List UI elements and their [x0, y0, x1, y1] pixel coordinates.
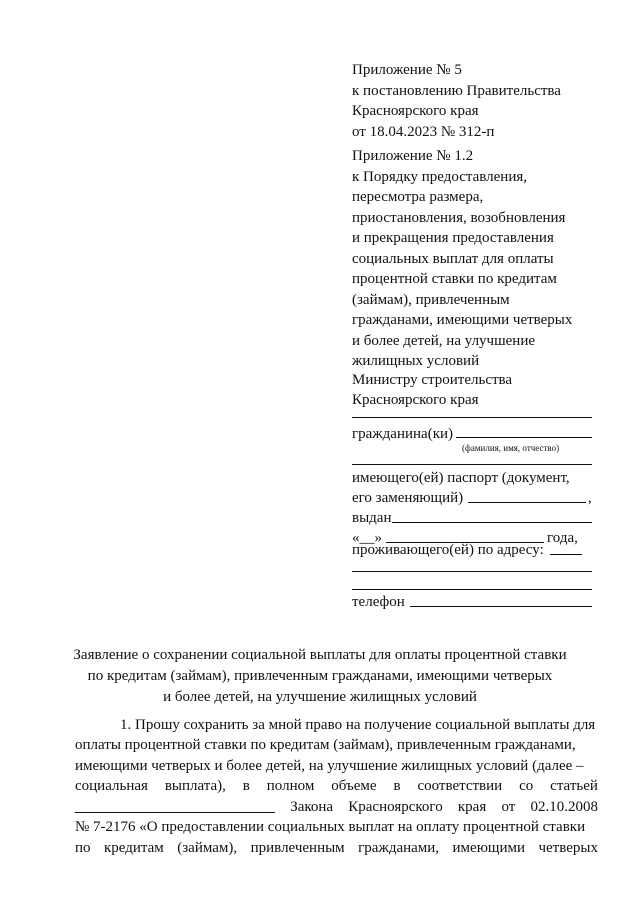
body-word: Закона: [290, 798, 334, 815]
blank-line[interactable]: [352, 464, 592, 465]
title-line: и более детей, на улучшение жилищных условий: [163, 689, 477, 705]
citizen-caption: (фамилия, имя, отчество): [462, 443, 560, 453]
body-word: 02.10.2008: [530, 798, 598, 815]
application-body: [75, 715, 598, 736]
annex-line: гражданами, имеющими четверых: [352, 312, 573, 328]
body-text: оплаты процентной ставки по кредитам (займам), привлеченным гражданами,: [75, 737, 576, 753]
body-word: привлеченным: [250, 839, 345, 856]
residence-field[interactable]: [550, 554, 582, 555]
body-line: [75, 797, 598, 818]
annex-line: к постановлению Правительства: [352, 82, 561, 99]
annex-line: процентной ставки по кредитам: [352, 271, 557, 287]
annex-line: Приложение № 5: [352, 62, 462, 78]
residence-label: проживающего(ей) по адресу:: [352, 542, 544, 558]
statute-article-field[interactable]: [75, 797, 275, 813]
body-word: края: [457, 798, 487, 815]
body-word: четверых: [538, 839, 598, 856]
body-word: кредитам: [104, 839, 164, 856]
body-word: имеющими: [452, 839, 526, 856]
annex-line: пересмотра размера,: [352, 189, 484, 205]
application-body-cont: [75, 735, 598, 858]
phone-label: телефон: [352, 594, 405, 610]
annex-line: Красноярского края: [352, 103, 479, 119]
annex-line: и прекращения предоставления: [352, 230, 554, 246]
body-word: выплата),: [164, 778, 226, 794]
body-word: гражданами,: [358, 839, 440, 856]
body-word: полном: [266, 778, 315, 794]
body-word: в: [242, 778, 250, 794]
comma: ,: [588, 490, 592, 506]
annex-header: [352, 60, 602, 142]
issued-by-field[interactable]: [392, 522, 592, 523]
blank-line[interactable]: [352, 417, 592, 418]
annex-line: к Порядку предоставления,: [352, 168, 528, 185]
body-line: [75, 715, 598, 736]
body-word: соответствии: [417, 778, 503, 794]
annex-line: жилищных условий: [352, 353, 480, 369]
body-word: Красноярского: [348, 798, 443, 815]
procedure-annex-header: [352, 146, 602, 372]
addressee-line: Красноярского края: [352, 392, 479, 408]
phone-field[interactable]: [410, 606, 592, 607]
body-line: [75, 838, 598, 859]
addressee-line: Министру строительства: [352, 372, 513, 388]
title-line: по кредитам (займам), привлеченным гражданами, имеющими четверых: [87, 668, 553, 684]
date-year-label: года,: [547, 530, 578, 546]
body-line: [75, 735, 598, 756]
body-word: в: [393, 778, 401, 794]
body-line: [75, 756, 598, 777]
application-title: [30, 645, 610, 708]
passport-label: его заменяющий): [352, 490, 464, 506]
body-text: № 7-2176 «О предоставлении социальных выплат на оплату процентной ставки: [75, 819, 586, 835]
issued-label: выдан: [352, 510, 392, 526]
citizen-name-field[interactable]: [456, 437, 592, 438]
body-word: социальная: [75, 778, 148, 794]
body-word: со: [519, 778, 534, 794]
annex-line: Приложение № 1.2: [352, 148, 474, 164]
date-day: «__»: [352, 530, 382, 546]
body-word: (займам),: [177, 839, 238, 856]
body-word: от: [501, 798, 516, 815]
residence-field[interactable]: [352, 589, 592, 590]
body-text: 1. Прошу сохранить за мной право на получение социальной выплаты для: [120, 717, 596, 733]
body-word: статьей: [550, 778, 598, 794]
annex-line: и более детей, на улучшение: [352, 332, 536, 349]
annex-line: (займам), привлеченным: [352, 291, 510, 308]
body-word: по: [75, 839, 91, 856]
annex-line: социальных выплат для оплаты: [352, 250, 554, 267]
annex-line: от 18.04.2023 № 312-п: [352, 123, 495, 140]
body-text: имеющими четверых и более детей, на улучшение жилищных условий (далее –: [75, 757, 584, 774]
passport-label: имеющего(ей) паспорт (документ,: [352, 470, 570, 486]
residence-field[interactable]: [352, 571, 592, 572]
passport-field[interactable]: [468, 502, 586, 503]
body-line: [75, 817, 598, 838]
citizen-label: гражданина(ки): [352, 426, 454, 442]
title-line: Заявление о сохранении социальной выплаты для оплаты процентной ставки: [73, 647, 567, 663]
body-word: объеме: [331, 778, 377, 794]
body-line: [75, 776, 598, 797]
annex-line: приостановления, возобновления: [352, 209, 566, 226]
